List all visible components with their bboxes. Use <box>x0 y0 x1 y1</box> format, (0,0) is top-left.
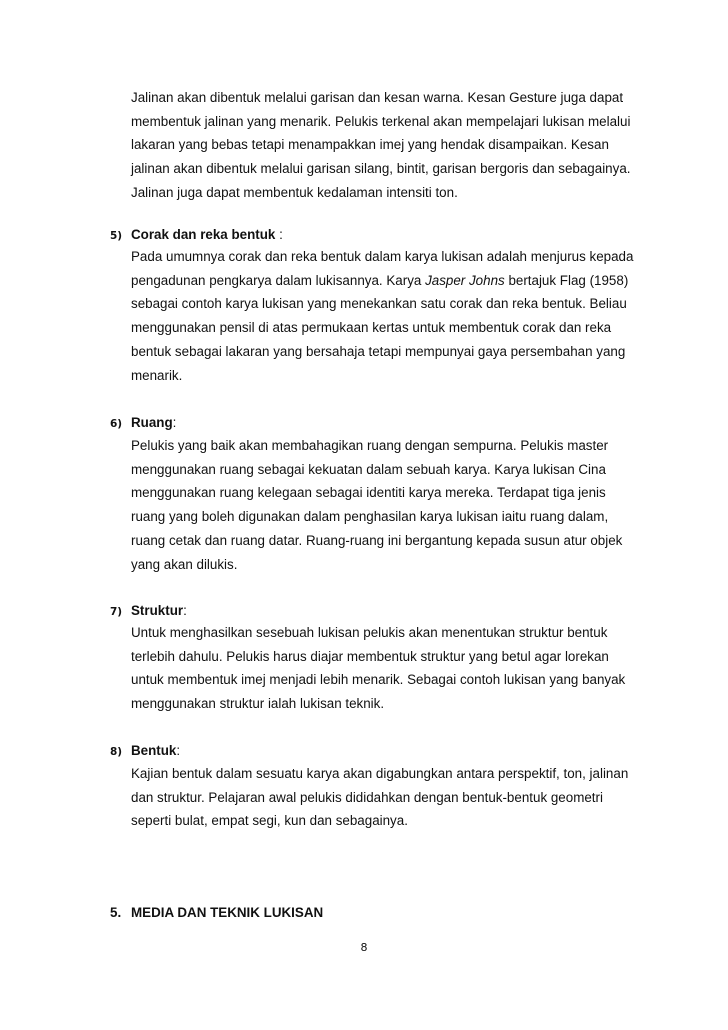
artist-name: Jasper Johns <box>425 272 505 288</box>
item-title-suffix: : <box>176 743 181 758</box>
item-title-suffix: : <box>183 603 187 618</box>
paragraph-line: yang akan dilukis. <box>131 556 238 572</box>
paragraph-line: menggunakan ruang kelegaan sebagai identiti karya mereka. Terdapat tiga jenis <box>131 485 606 501</box>
paragraph-line <box>131 269 651 293</box>
paragraph-line: membentuk jalinan yang menarik. Pelukis terkenal akan mempelajari lukisan melalui <box>131 113 631 129</box>
item-paragraph-bentuk <box>131 762 651 833</box>
item-title: Struktur <box>131 603 184 618</box>
paragraph-line: Untuk menghasilkan sesebuah lukisan pelukis akan menentukan struktur bentuk <box>131 625 608 640</box>
item-paragraph-struktur <box>131 621 651 716</box>
item-paragraph-ruang <box>131 434 651 576</box>
paragraph-line: terlebih dahulu. Pelukis harus diajar membentuk struktur yang betul agar lorekan <box>131 648 609 664</box>
paragraph-line: menggunakan pensil di atas permukaan kertas untuk membentuk corak dan reka <box>131 320 612 336</box>
paragraph-line: bentuk sebagai lakaran yang bersahaja tetapi mempunyai gaya persembahan yang <box>131 343 626 359</box>
intro-paragraph <box>131 86 651 205</box>
paragraph-line: seperti bulat, empat segi, kun dan sebagainya. <box>131 813 408 829</box>
section-number: 5. <box>110 905 122 920</box>
item-number: 7) <box>110 606 123 618</box>
item-title-suffix: : <box>172 415 177 430</box>
paragraph-line: Jalinan akan dibentuk melalui garisan dan kesan warna. Kesan Gesture juga dapat <box>131 90 624 105</box>
paragraph-line: menggunakan ruang sebagai kekuatan dalam sebuah karya. Karya lukisan Cina <box>131 461 606 477</box>
paragraph-line: ruang cetak dan ruang datar. Ruang-ruang ini bergantung kepada susun atur objek <box>131 532 623 548</box>
section-title: MEDIA DAN TEKNIK LUKISAN <box>131 905 324 920</box>
paragraph-line: Pelukis yang baik akan membahagikan ruang dengan sempurna. Pelukis master <box>131 438 609 453</box>
paragraph-line: menggunakan struktur ialah lukisan teknik. <box>131 696 385 712</box>
paragraph-line: ruang yang boleh digunakan dalam penghasilan karya lukisan iaitu ruang dalam, <box>131 509 609 525</box>
paragraph-line: jalinan akan dibentuk melalui garisan silang, bintit, garisan bergoris dan sebagainya. <box>131 161 631 177</box>
section-heading <box>110 905 324 920</box>
line-text: bertajuk Flag (1958) <box>504 272 629 288</box>
line-text: pengadunan pengkarya dalam lukisannya. Karya <box>131 272 426 288</box>
paragraph-line: untuk membentuk imej menjadi lebih menarik. Sebagai contoh lukisan yang banyak <box>131 672 626 688</box>
paragraph-line: lakaran yang bebas tetapi menampakkan imej yang hendak disampaikan. Kesan <box>131 137 609 153</box>
paragraph-line: Pada umumnya corak dan reka bentuk dalam karya lukisan adalah menjurus kepada <box>131 249 634 264</box>
item-paragraph-corak <box>131 245 651 387</box>
page-number: 8 <box>360 941 368 954</box>
item-number: 8) <box>110 746 123 758</box>
paragraph-line: menarik. <box>131 367 183 383</box>
paragraph-line: dan struktur. Pelajaran awal pelukis dididahkan dengan bentuk-bentuk geometri <box>131 789 603 805</box>
item-title: Bentuk <box>131 743 177 758</box>
item-number: 5) <box>110 230 123 242</box>
item-title: Corak dan reka bentuk <box>131 227 276 242</box>
paragraph-line: Jalinan juga dapat membentuk kedalaman intensiti ton. <box>131 184 458 200</box>
item-title-suffix: : <box>275 227 283 242</box>
item-title: Ruang <box>131 415 173 430</box>
paragraph-line: Kajian bentuk dalam sesuatu karya akan digabungkan antara perspektif, ton, jalinan <box>131 766 629 781</box>
paragraph-line: sebagai contoh karya lukisan yang menekankan satu corak dan reka bentuk. Beliau <box>131 296 627 312</box>
item-number: 6) <box>110 418 123 430</box>
